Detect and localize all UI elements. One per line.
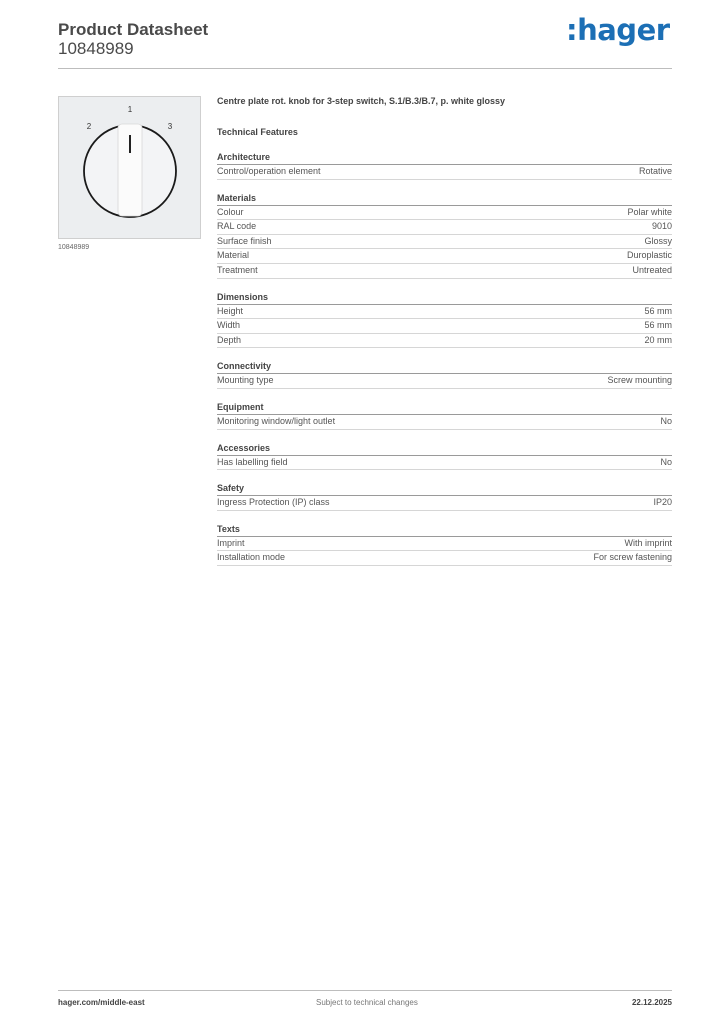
product-description: Centre plate rot. knob for 3-step switch, S.1/B.3/B.7, p. white glossy <box>217 96 506 106</box>
spec-row <box>217 496 672 511</box>
spec-row <box>217 264 672 279</box>
spec-label: Has labelling field <box>217 456 288 467</box>
spec-group-title: Accessories <box>217 441 672 456</box>
spec-row <box>217 537 672 552</box>
spec-group-title: Architecture <box>217 150 672 165</box>
spec-value: Glossy <box>644 235 672 246</box>
spec-label: Treatment <box>217 264 258 275</box>
spec-row <box>217 220 672 235</box>
rotary-knob-illustration <box>59 97 200 238</box>
spec-value: 56 mm <box>644 320 672 331</box>
spec-label: Depth <box>217 334 242 345</box>
product-image <box>58 96 201 239</box>
spec-group <box>217 150 672 180</box>
dial-label-1: 1 <box>127 105 133 114</box>
spec-group <box>217 481 672 511</box>
spec-row <box>217 249 672 264</box>
spec-row <box>217 334 672 349</box>
spec-row <box>217 235 672 250</box>
spec-content <box>217 96 672 566</box>
spec-label: RAL code <box>217 221 257 232</box>
footer-date: 22.12.2025 <box>631 998 672 1007</box>
footer-notice: Subject to technical changes <box>316 998 418 1007</box>
spec-row <box>217 165 672 180</box>
spec-group <box>217 522 672 566</box>
spec-value: Screw mounting <box>607 375 672 386</box>
spec-label: Installation mode <box>217 552 286 563</box>
spec-label: Width <box>217 320 241 331</box>
spec-groups <box>217 150 672 566</box>
dial-label-2: 2 <box>86 122 92 131</box>
spec-value: With imprint <box>624 537 672 548</box>
spec-label: Mounting type <box>217 375 274 386</box>
header-divider <box>58 68 672 69</box>
spec-label: Ingress Protection (IP) class <box>217 497 330 508</box>
footer-divider <box>58 990 672 991</box>
spec-row <box>217 374 672 389</box>
page-title: Product Datasheet <box>58 20 209 39</box>
spec-label: Monitoring window/light outlet <box>217 415 336 426</box>
spec-group-title: Equipment <box>217 400 672 415</box>
spec-value: 56 mm <box>644 305 672 316</box>
spec-group-title: Safety <box>217 481 672 496</box>
spec-group-title: Dimensions <box>217 290 672 305</box>
spec-row <box>217 319 672 334</box>
spec-value: For screw fastening <box>593 552 672 563</box>
spec-label: Control/operation element <box>217 166 321 176</box>
spec-label: Height <box>217 305 244 316</box>
spec-value: 9010 <box>651 221 672 232</box>
spec-group <box>217 290 672 349</box>
spec-row <box>217 305 672 320</box>
spec-value: Polar white <box>627 206 672 217</box>
hager-logo: :hager <box>566 13 670 47</box>
spec-value: No <box>660 415 672 426</box>
spec-label: Surface finish <box>217 235 272 246</box>
spec-group-title: Connectivity <box>217 359 672 374</box>
dial-label-3: 3 <box>167 122 173 131</box>
spec-value: No <box>660 456 672 467</box>
spec-group-title: Texts <box>217 522 672 537</box>
spec-group <box>217 441 672 471</box>
spec-group-title: Materials <box>217 191 672 206</box>
spec-row <box>217 551 672 566</box>
spec-row <box>217 415 672 430</box>
spec-label: Material <box>217 250 250 261</box>
product-code: 10848989 <box>58 39 134 58</box>
footer-website[interactable]: hager.com/middle-east <box>58 998 145 1007</box>
technical-features-title: Technical Features <box>217 127 298 137</box>
spec-value: Untreated <box>632 264 672 275</box>
spec-group <box>217 400 672 430</box>
spec-row <box>217 456 672 471</box>
image-caption: 10848989 <box>58 244 90 251</box>
spec-group <box>217 359 672 389</box>
spec-label: Colour <box>217 206 244 217</box>
spec-value: Rotative <box>638 166 672 176</box>
spec-value: 20 mm <box>644 334 672 345</box>
spec-value: IP20 <box>653 497 672 508</box>
spec-label: Imprint <box>217 537 245 548</box>
spec-row <box>217 206 672 221</box>
spec-value: Duroplastic <box>626 250 672 261</box>
spec-group <box>217 191 672 279</box>
